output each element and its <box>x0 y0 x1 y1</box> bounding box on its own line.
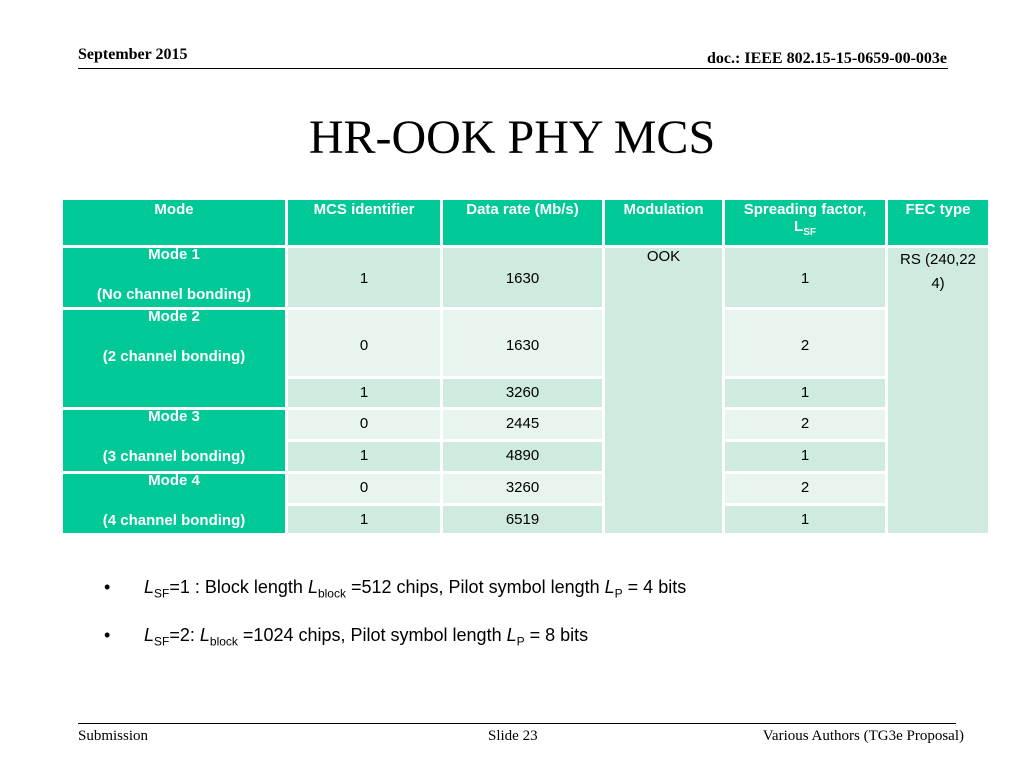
l-symbol: L <box>199 624 210 645</box>
fec-cell <box>887 247 990 535</box>
sf-cell: 2 <box>724 309 887 378</box>
bullet-list <box>104 576 686 671</box>
header-doc-id: doc.: IEEE 802.15-15-0659-00-003e <box>707 50 947 67</box>
mode-desc: (4 channel bonding) <box>102 512 246 529</box>
col-header-fec: FEC type <box>887 199 990 247</box>
rate-cell: 4890 <box>442 441 604 473</box>
l-symbol: L <box>144 577 155 597</box>
rate-cell: 2445 <box>442 409 604 441</box>
sf-cell: 2 <box>724 409 887 441</box>
mcs-cell: 1 <box>287 378 442 409</box>
mode-name: Mode 2 <box>148 308 200 325</box>
mcs-cell: 0 <box>287 473 442 505</box>
sf-cell: 1 <box>724 378 887 409</box>
mcs-cell: 0 <box>287 409 442 441</box>
header-divider <box>78 68 948 69</box>
mode-cell <box>62 247 287 309</box>
mcs-cell: 1 <box>287 441 442 473</box>
footer-authors: Various Authors (TG3e Proposal) <box>762 728 964 744</box>
fec-text: RS (240,22 4) <box>900 251 976 292</box>
rate-cell: 3260 <box>442 473 604 505</box>
col-header-mcs: MCS identifier <box>287 199 442 247</box>
mode-name: Mode 3 <box>148 408 200 425</box>
spreading-symbol: L <box>794 218 804 235</box>
footer-slide-number: Slide 23 <box>488 728 538 744</box>
bullet-text: =1024 chips, Pilot symbol length <box>237 624 507 645</box>
p-subscript: P <box>614 586 623 601</box>
col-header-rate: Data rate (Mb/s) <box>442 199 604 247</box>
spreading-subscript: SF <box>803 227 816 238</box>
mcs-table <box>60 197 991 536</box>
sf-cell: 1 <box>724 247 887 309</box>
footer-submission: Submission <box>78 728 149 744</box>
bullet-text: = 8 bits <box>524 624 589 645</box>
mcs-cell: 0 <box>287 309 442 378</box>
table-row <box>62 409 990 441</box>
mode-name: Mode 4 <box>148 472 200 489</box>
block-subscript: block <box>317 586 346 601</box>
mode-desc: (2 channel bonding) <box>102 348 246 365</box>
col-header-spreading <box>724 199 887 247</box>
mode-cell <box>62 473 287 535</box>
l-symbol: L <box>307 577 318 597</box>
bullet-dot-icon: • <box>104 624 111 645</box>
l-symbol: L <box>604 577 615 597</box>
sf-cell: 2 <box>724 473 887 505</box>
mode-name: Mode 1 <box>148 246 200 263</box>
bullet-item-sf2 <box>104 624 686 653</box>
bullet-dot-icon: • <box>104 577 111 597</box>
bullet-text: =512 chips, Pilot symbol length <box>345 577 605 597</box>
spreading-label: Spreading factor, <box>743 201 867 218</box>
bullet-text: = 4 bits <box>622 577 687 597</box>
header-date: September 2015 <box>78 46 188 63</box>
mode-desc: (No channel bonding) <box>96 286 252 303</box>
slide-title: HR-OOK PHY MCS <box>308 111 716 164</box>
rate-cell: 6519 <box>442 505 604 535</box>
table-row <box>62 473 990 505</box>
bullet-text: =2: <box>169 624 200 645</box>
modulation-cell: OOK <box>604 247 724 535</box>
table-header-row <box>62 199 990 247</box>
sf-cell: 1 <box>724 505 887 535</box>
rate-cell: 3260 <box>442 378 604 409</box>
mode-cell <box>62 309 287 409</box>
mode-desc: (3 channel bonding) <box>102 448 246 465</box>
mcs-cell: 1 <box>287 247 442 309</box>
col-header-mode: Mode <box>62 199 287 247</box>
l-symbol: L <box>506 624 517 645</box>
l-symbol: L <box>144 624 155 645</box>
table-row <box>62 247 990 309</box>
table-row <box>62 309 990 378</box>
p-subscript: P <box>516 634 525 649</box>
col-header-modulation: Modulation <box>604 199 724 247</box>
mode-cell <box>62 409 287 473</box>
block-subscript: block <box>209 634 238 649</box>
rate-cell: 1630 <box>442 309 604 378</box>
mcs-cell: 1 <box>287 505 442 535</box>
bullet-item-sf1 <box>104 576 686 605</box>
sf-subscript: SF <box>154 586 170 601</box>
footer-divider <box>78 723 956 724</box>
sf-cell: 1 <box>724 441 887 473</box>
bullet-text: =1 : Block length <box>169 577 308 597</box>
sf-subscript: SF <box>154 634 170 649</box>
rate-cell: 1630 <box>442 247 604 309</box>
